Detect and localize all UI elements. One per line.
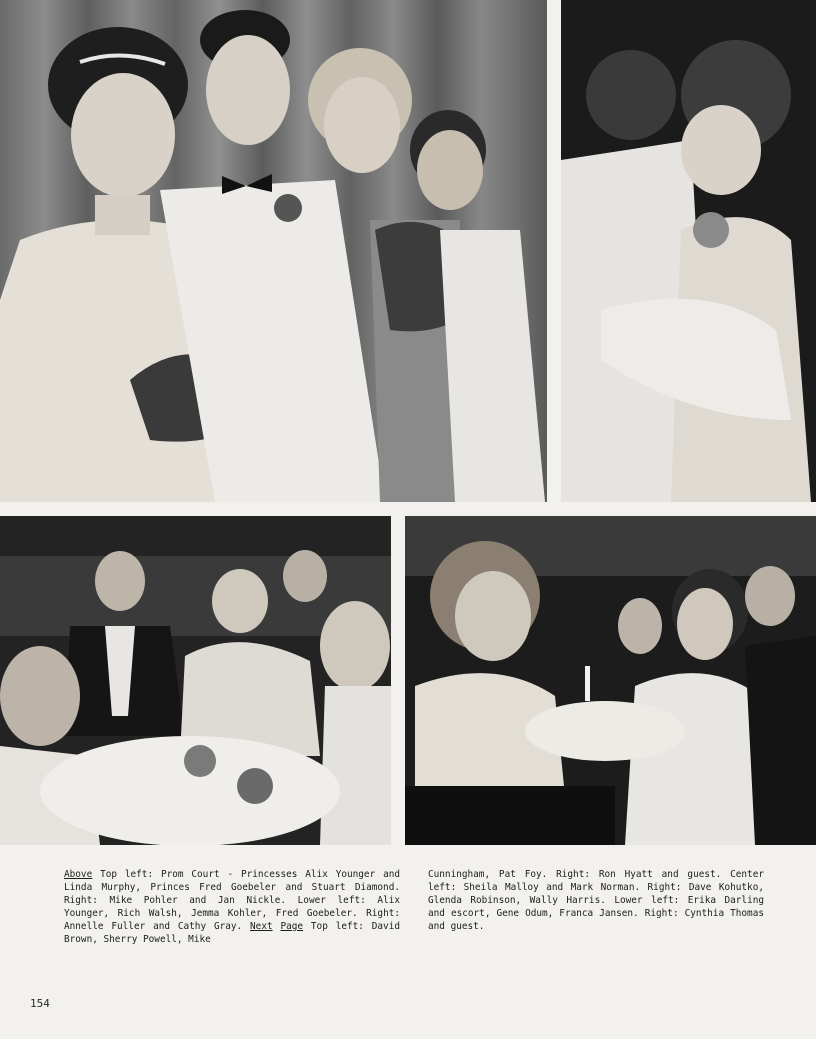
caption-page-label: Page — [280, 921, 304, 932]
caption-left-column — [64, 868, 400, 946]
prom-court-photo — [0, 0, 547, 502]
dancing-couple-photo — [561, 0, 816, 502]
seated-guests-photo — [405, 516, 816, 845]
caption-left-text-continued: Top left: David Brown, Sherry Powell, Mike — [64, 921, 400, 945]
prom-court-image — [0, 0, 547, 502]
dinner-table-image — [0, 516, 391, 845]
dancing-couple-image — [561, 0, 816, 502]
seated-guests-image — [405, 516, 816, 845]
caption-right-text: Cunningham, Pat Foy. Right: Ron Hyatt and guest. Center left: Sheila Malloy and Mark Norman. Right: Dave Kohutko, Glenda Robinson, Wally Harris. Lower left: Erika Darling and escort, Gene Odum, Franca Jansen. Right: Cynthia Thomas and guest. — [428, 869, 764, 932]
page-number: 154 — [30, 997, 50, 1010]
caption-above-label: Above — [64, 869, 93, 880]
caption-right-column — [428, 868, 764, 933]
caption-next-label: Next — [250, 921, 273, 932]
caption-left-text: Top left: Prom Court - Princesses Alix Younger and Linda Murphy, Princes Fred Goebeler and Stuart Diamond. Right: Mike Pohler and Jan Nickle. Lower left: Alix Younger, Rich Walsh, Jemma Kohler, Fred Goebeler. Right: Annelle Fuller and Cathy Gray. — [64, 869, 400, 932]
dinner-table-photo — [0, 516, 391, 845]
